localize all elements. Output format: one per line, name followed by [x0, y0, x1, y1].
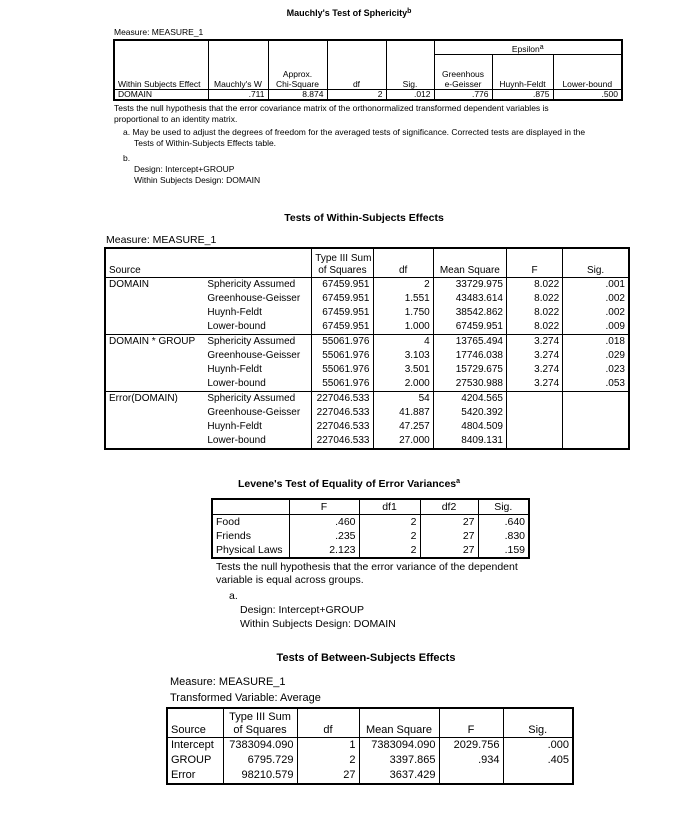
- cell: 2.123: [289, 543, 359, 558]
- cell: 67459.951: [312, 278, 373, 293]
- cell: 27530.988: [433, 377, 506, 392]
- cell: 41.887: [373, 406, 433, 420]
- cell: 33729.975: [433, 278, 506, 293]
- cell: 27.000: [373, 434, 433, 449]
- cell: 55061.976: [312, 363, 373, 377]
- header-df: df: [327, 40, 386, 90]
- cell: 2: [359, 529, 420, 543]
- cell: 27: [297, 768, 359, 784]
- cell: 8.022: [506, 320, 562, 335]
- header-ss: Type III Sum of Squares: [312, 248, 373, 278]
- row-source: Error(DOMAIN): [105, 392, 204, 407]
- between-title: Tests of Between-Subjects Effects: [276, 652, 456, 664]
- cell: 3397.865: [359, 753, 439, 768]
- cell: 3.501: [373, 363, 433, 377]
- cell: [563, 406, 629, 420]
- cell: 67459.951: [312, 320, 373, 335]
- within-measure: Measure: MEASURE_1: [106, 234, 217, 246]
- cell: .500: [553, 90, 622, 101]
- header-lower: Lower-bound: [553, 55, 622, 90]
- cell: 2.000: [373, 377, 433, 392]
- levene-footnote-a: a. Design: Intercept+GROUP Within Subjects Design: DOMAIN: [229, 590, 396, 630]
- cell: 13765.494: [433, 335, 506, 350]
- cell: 43483.614: [433, 292, 506, 306]
- cell: 3.274: [506, 349, 562, 363]
- row-correction: Huynh-Feldt: [204, 306, 311, 320]
- cell: 2: [327, 90, 386, 101]
- mauchly-footnote-b: b. Design: Intercept+GROUP Within Subjects Design: DOMAIN: [123, 153, 261, 185]
- cell: 54: [373, 392, 433, 407]
- header-epsilon: Epsilon$^a$: [434, 40, 622, 55]
- cell: .012: [386, 90, 434, 101]
- table-row: [105, 278, 629, 293]
- cell: .460: [289, 515, 359, 530]
- table-row: [167, 768, 573, 784]
- cell: 7383094.090: [359, 738, 439, 754]
- cell: 38542.862: [433, 306, 506, 320]
- cell: 3.274: [506, 363, 562, 377]
- row-source: [105, 306, 204, 320]
- between-table: [166, 707, 574, 785]
- cell: 7383094.090: [223, 738, 297, 754]
- cell: 227046.533: [312, 420, 373, 434]
- cell: [506, 392, 562, 407]
- cell: .875: [492, 90, 553, 101]
- header-chi: Approx. Chi-Square: [268, 40, 327, 90]
- cell: .001: [563, 278, 629, 293]
- header-ss: Type III Sum of Squares: [223, 708, 297, 738]
- header-source: Source: [105, 248, 204, 278]
- cell: 27: [420, 515, 478, 530]
- header-f: F: [439, 708, 503, 738]
- cell: 55061.976: [312, 335, 373, 350]
- cell: .002: [563, 292, 629, 306]
- cell: [506, 406, 562, 420]
- table-row: [212, 515, 529, 530]
- row-correction: Greenhouse-Geisser: [204, 292, 311, 306]
- cell: .711: [208, 90, 268, 101]
- cell: .830: [478, 529, 529, 543]
- row-correction: Greenhouse-Geisser: [204, 349, 311, 363]
- cell: .002: [563, 306, 629, 320]
- table-row: [105, 363, 629, 377]
- table-row: [105, 335, 629, 350]
- cell: .776: [434, 90, 492, 101]
- cell: .159: [478, 543, 529, 558]
- within-title: Tests of Within-Subjects Effects: [284, 212, 444, 224]
- table-row: [105, 292, 629, 306]
- header-sig: Sig.: [563, 248, 629, 278]
- table-row: [105, 377, 629, 392]
- between-transformed: Transformed Variable: Average: [170, 692, 321, 704]
- row-correction: Sphericity Assumed: [204, 335, 311, 350]
- cell: .029: [563, 349, 629, 363]
- row-source: DOMAIN: [105, 278, 204, 293]
- cell: 5420.392: [433, 406, 506, 420]
- cell: .053: [563, 377, 629, 392]
- table-row: [105, 420, 629, 434]
- row-source: [105, 406, 204, 420]
- cell: .235: [289, 529, 359, 543]
- mauchly-title: Mauchly's Test of Sphericity$^b$: [286, 8, 412, 18]
- row-source: [105, 434, 204, 449]
- cell: 4204.565: [433, 392, 506, 407]
- row-source: [105, 420, 204, 434]
- cell: 27: [420, 529, 478, 543]
- cell: [503, 768, 573, 784]
- row-source: DOMAIN * GROUP: [105, 335, 204, 350]
- header-source: Source: [167, 708, 223, 738]
- levene-table: [211, 498, 530, 559]
- row-correction: Lower-bound: [204, 377, 311, 392]
- between-measure: Measure: MEASURE_1: [170, 676, 286, 688]
- cell: 227046.533: [312, 406, 373, 420]
- header-df1: df1: [359, 499, 420, 515]
- header-sig: Sig.: [478, 499, 529, 515]
- mauchly-footnote-a: a. May be used to adjust the degrees of freedom for the averaged tests of significance. Corrected tests are displayed in the Tests of Within-Subjects Effects table.: [123, 127, 586, 148]
- row-source: [105, 349, 204, 363]
- cell: 1: [297, 738, 359, 754]
- row-label: Intercept: [167, 738, 223, 754]
- levene-footnote: Tests the null hypothesis that the error variance of the dependent variable is equal across groups.: [216, 561, 518, 586]
- table-row: [212, 543, 529, 558]
- row-label: Food: [212, 515, 289, 530]
- row-label: Error: [167, 768, 223, 784]
- row-correction: Huynh-Feldt: [204, 420, 311, 434]
- cell: 2: [359, 515, 420, 530]
- header-f: F: [289, 499, 359, 515]
- levene-title: Levene's Test of Equality of Error Variances$^a$: [237, 478, 461, 490]
- cell: .000: [503, 738, 573, 754]
- table-row: [105, 406, 629, 420]
- header-ms: Mean Square: [433, 248, 506, 278]
- row-label: Physical Laws: [212, 543, 289, 558]
- header-df: df: [373, 248, 433, 278]
- header-greenhouse: Greenhous e-Geisser: [434, 55, 492, 90]
- cell: [563, 434, 629, 449]
- row-source: [105, 377, 204, 392]
- cell: 67459.951: [312, 306, 373, 320]
- cell: [506, 420, 562, 434]
- header-blank: [204, 248, 311, 278]
- table-row: [105, 392, 629, 407]
- cell: 1.750: [373, 306, 433, 320]
- row-correction: Huynh-Feldt: [204, 363, 311, 377]
- mauchly-table: [113, 39, 623, 101]
- mauchly-measure: Measure: MEASURE_1: [114, 27, 204, 37]
- cell: 8409.131: [433, 434, 506, 449]
- table-row: [167, 753, 573, 768]
- cell: 55061.976: [312, 377, 373, 392]
- row-source: [105, 320, 204, 335]
- row-correction: Sphericity Assumed: [204, 392, 311, 407]
- table-row: [105, 434, 629, 449]
- cell: 4804.509: [433, 420, 506, 434]
- cell: [563, 420, 629, 434]
- row-label: Friends: [212, 529, 289, 543]
- cell: 27: [420, 543, 478, 558]
- row-label: GROUP: [167, 753, 223, 768]
- cell: .640: [478, 515, 529, 530]
- row-correction: Greenhouse-Geisser: [204, 406, 311, 420]
- cell: 2029.756: [439, 738, 503, 754]
- header-huynh: Huynh-Feldt: [492, 55, 553, 90]
- cell: 6795.729: [223, 753, 297, 768]
- cell: 227046.533: [312, 392, 373, 407]
- header-ms: Mean Square: [359, 708, 439, 738]
- header-w: Mauchly's W: [208, 40, 268, 90]
- cell: 8.874: [268, 90, 327, 101]
- cell: .009: [563, 320, 629, 335]
- cell: 55061.976: [312, 349, 373, 363]
- mauchly-footnote: Tests the null hypothesis that the error covariance matrix of the orthonormalized transformed dependent variables is proportional to an identity matrix.: [114, 103, 549, 124]
- cell: 8.022: [506, 278, 562, 293]
- cell: .018: [563, 335, 629, 350]
- cell: 17746.038: [433, 349, 506, 363]
- cell: DOMAIN: [114, 90, 208, 101]
- cell: 2: [373, 278, 433, 293]
- cell: 3.103: [373, 349, 433, 363]
- cell: 1.551: [373, 292, 433, 306]
- header-effect: Within Subjects Effect: [114, 40, 208, 90]
- table-row: [105, 306, 629, 320]
- cell: 8.022: [506, 292, 562, 306]
- cell: 15729.675: [433, 363, 506, 377]
- row-source: [105, 363, 204, 377]
- cell: .934: [439, 753, 503, 768]
- row-correction: Lower-bound: [204, 434, 311, 449]
- table-row: [105, 320, 629, 335]
- cell: 67459.951: [312, 292, 373, 306]
- table-row: [105, 349, 629, 363]
- header-sig: Sig.: [386, 40, 434, 90]
- cell: 3.274: [506, 377, 562, 392]
- header-sig: Sig.: [503, 708, 573, 738]
- cell: [563, 392, 629, 407]
- cell: 47.257: [373, 420, 433, 434]
- cell: .405: [503, 753, 573, 768]
- cell: 2: [359, 543, 420, 558]
- cell: 3637.429: [359, 768, 439, 784]
- table-row: [167, 738, 573, 754]
- cell: 227046.533: [312, 434, 373, 449]
- row-correction: Sphericity Assumed: [204, 278, 311, 293]
- cell: 98210.579: [223, 768, 297, 784]
- header-df2: df2: [420, 499, 478, 515]
- header-blank: [212, 499, 289, 515]
- row-correction: Lower-bound: [204, 320, 311, 335]
- within-table: [104, 247, 630, 450]
- table-row: [114, 90, 622, 101]
- cell: [439, 768, 503, 784]
- header-f: F: [506, 248, 562, 278]
- table-row: [212, 529, 529, 543]
- cell: .023: [563, 363, 629, 377]
- row-source: [105, 292, 204, 306]
- header-df: df: [297, 708, 359, 738]
- cell: 2: [297, 753, 359, 768]
- cell: [506, 434, 562, 449]
- cell: 3.274: [506, 335, 562, 350]
- cell: 8.022: [506, 306, 562, 320]
- cell: 4: [373, 335, 433, 350]
- cell: 67459.951: [433, 320, 506, 335]
- cell: 1.000: [373, 320, 433, 335]
